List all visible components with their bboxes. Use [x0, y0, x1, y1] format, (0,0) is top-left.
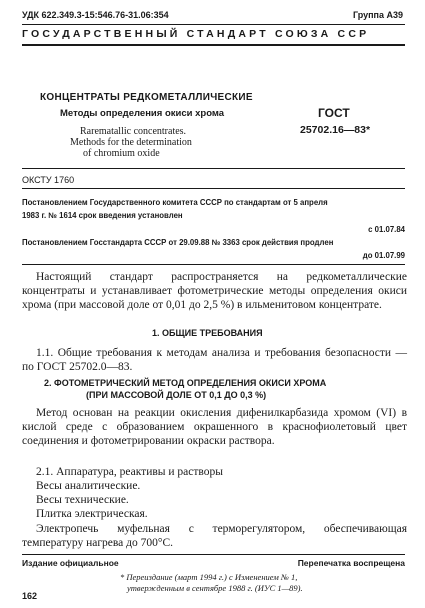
page-number: 162 [22, 591, 38, 601]
section-1-text: 1.1. Общие требования к методам анализа и требования безопасности — по ГОСТ 25702.0—83. [22, 347, 407, 373]
udc-code: УДК 622.349.3-15:546.76-31.06:354 [22, 10, 169, 20]
header-rule-top [22, 24, 405, 25]
document-title-ru: КОНЦЕНТРАТЫ РЕДКОМЕТАЛЛИЧЕСКИЕ [40, 92, 253, 103]
okstu-code: ОКСТУ 1760 [22, 175, 75, 185]
document-title-en-3: of chromium oxide [83, 148, 160, 159]
reissue-note-line-2: утвержденным в сентябре 1988 г. (ИУС 1—89). [127, 583, 303, 593]
okstu-rule [22, 188, 405, 189]
section-2-text: Метод основан на реакции окисления дифенилкарбазида хромом (VI) в кислой среде с образованием окрашенного в краснофиолетовый цвет соединения и фотометрировании окраски раствора. [22, 407, 407, 447]
decree-rule [22, 264, 405, 265]
state-standard-title: ГОСУДАРСТВЕННЫЙ СТАНДАРТ СОЮЗА ССР [22, 28, 370, 40]
equipment-item: Весы технические. [36, 494, 129, 506]
decree-line-3: Постановлением Госстандарта СССР от 29.09.88 № 3363 срок действия продлен [22, 238, 334, 247]
footer-rule [22, 554, 405, 555]
document-title-en-2: Methods for the determination [70, 137, 192, 148]
equipment-item: Плитка электрическая. [36, 508, 148, 520]
group-code: Группа А39 [352, 10, 403, 20]
gost-label: ГОСТ [318, 106, 350, 120]
document-title-en-1: Rarematallic concentrates. [80, 126, 187, 137]
official-edition-label: Издание официальное [22, 558, 119, 568]
reissue-note-line-1: * Переиздание (март 1994 г.) с Изменением № 1, [120, 572, 298, 582]
section-2-1-heading: 2.1. Аппаратура, реактивы и растворы [36, 466, 223, 478]
decree-line-1: Постановлением Государственного комитета СССР по стандартам от 5 апреля [22, 198, 328, 207]
reprint-prohibited-label: Перепечатка воспрещена [297, 558, 405, 568]
header-rule-bottom [22, 44, 405, 46]
intro-paragraph: Настоящий стандарт распространяется на редкометаллические концентраты и устанавливает фотометрические методы определения окиси хрома (при массовой доле от 0,01 до 2,5 %) в ильменитовом концентрате. [22, 271, 407, 311]
document-subtitle-ru: Методы определения окиси хрома [60, 108, 225, 119]
title-rule [22, 168, 405, 169]
decree-date-1: с 01.07.84 [368, 225, 405, 234]
section-1-heading: 1. ОБЩИЕ ТРЕБОВАНИЯ [152, 328, 263, 338]
section-2-heading-line-1: 2. ФОТОМЕТРИЧЕСКИЙ МЕТОД ОПРЕДЕЛЕНИЯ ОКИСИ ХРОМА [44, 378, 327, 388]
equipment-item: Весы аналитические. [36, 480, 141, 492]
furnace-item: Электропечь муфельная с терморегулятором, обеспечивающая температуру нагрева до 700°С. [22, 523, 407, 549]
decree-line-2: 1983 г. № 1614 срок введения установлен [22, 211, 183, 220]
decree-date-2: до 01.07.99 [362, 251, 405, 260]
section-2-heading-line-2: (ПРИ МАССОВОЙ ДОЛЕ ОТ 0,1 ДО 0,3 %) [86, 390, 267, 400]
gost-number: 25702.16—83* [300, 124, 371, 136]
